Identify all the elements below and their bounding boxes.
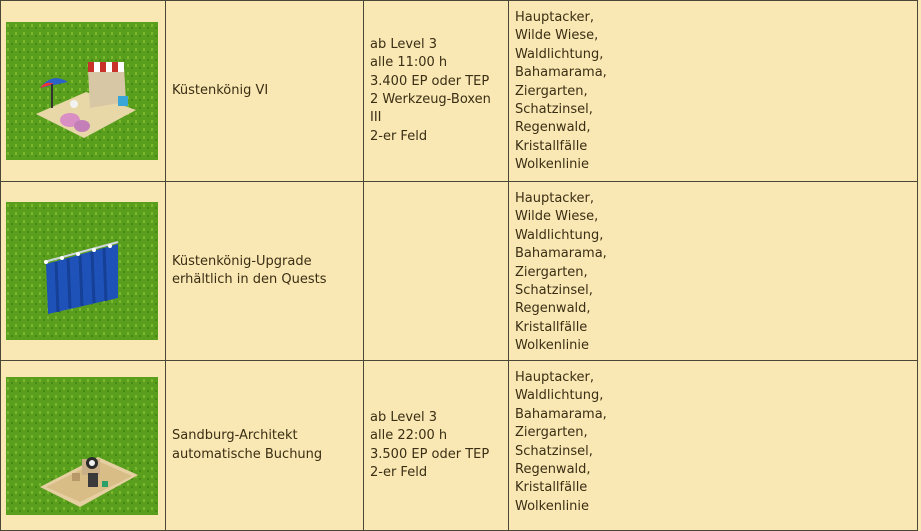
item-name-cell <box>166 1 364 182</box>
map-line: Wolkenlinie <box>515 498 590 514</box>
map-line: Hauptacker, <box>515 370 594 385</box>
item-name-line: Küstenkönig VI <box>172 82 269 98</box>
requirement-line: 2-er Feld <box>370 128 428 144</box>
blue-curtain-icon <box>6 202 158 340</box>
requirement-line: 3.400 EP oder TEP <box>370 73 490 89</box>
map-line: Regenwald, <box>515 120 591 136</box>
sandcastle-architect-icon <box>6 377 158 515</box>
requirement-line: ab Level 3 <box>370 409 438 425</box>
requirement-line: 2-er Feld <box>370 464 428 480</box>
requirement-line: 3.500 EP oder TEP <box>370 446 490 462</box>
beach-chair-picnic-icon <box>6 22 158 160</box>
map-line: Waldlichtung, <box>515 388 604 404</box>
table-row <box>1 361 918 531</box>
map-line: Bahamarama, <box>515 65 607 81</box>
map-line: Kristallfälle <box>515 138 588 154</box>
map-line: Wilde Wiese, <box>515 209 599 225</box>
map-line: Ziergarten, <box>515 264 588 280</box>
map-line: Schatzinsel, <box>515 102 593 118</box>
requirement-line: alle 22:00 h <box>370 428 448 444</box>
map-line: Hauptacker, <box>515 191 594 206</box>
map-line: Kristallfälle <box>515 319 588 335</box>
map-line: Waldlichtung, <box>515 46 604 62</box>
item-image-cell <box>1 182 166 361</box>
requirement-line: III <box>370 110 382 126</box>
map-line: Kristallfälle <box>515 480 588 496</box>
item-requirements-cell <box>364 1 509 182</box>
item-maps-cell <box>509 182 918 361</box>
table-row <box>1 182 918 361</box>
map-line: Schatzinsel, <box>515 443 593 459</box>
item-maps-cell <box>509 361 918 531</box>
map-line: Regenwald, <box>515 301 591 317</box>
map-line: Wolkenlinie <box>515 338 590 354</box>
requirement-line: 2 Werkzeug-Boxen <box>370 92 491 107</box>
item-image-cell <box>1 361 166 531</box>
map-line: Wilde Wiese, <box>515 28 599 44</box>
map-line: Hauptacker, <box>515 10 594 25</box>
map-line: Wolkenlinie <box>515 157 590 173</box>
map-line: Schatzinsel, <box>515 283 593 299</box>
item-name-line: Küstenkönig-Upgrade <box>172 253 312 269</box>
map-line: Regenwald, <box>515 462 591 478</box>
item-maps-cell <box>509 1 918 182</box>
table-row <box>1 1 918 182</box>
requirement-line: ab Level 3 <box>370 36 438 52</box>
item-requirements-cell <box>364 361 509 531</box>
item-name-line: Sandburg-Architekt <box>172 428 298 444</box>
item-requirements-cell <box>364 182 509 361</box>
item-name-line: erhältlich in den Quests <box>172 272 327 287</box>
requirement-line: alle 11:00 h <box>370 55 448 71</box>
item-name-line: automatische Buchung <box>172 446 323 462</box>
map-line: Bahamarama, <box>515 406 607 422</box>
item-name-cell <box>166 182 364 361</box>
item-name-cell <box>166 361 364 531</box>
map-line: Waldlichtung, <box>515 227 604 243</box>
map-line: Bahamarama, <box>515 246 607 262</box>
map-line: Ziergarten, <box>515 83 588 99</box>
item-image-cell <box>1 1 166 182</box>
map-line: Ziergarten, <box>515 425 588 441</box>
